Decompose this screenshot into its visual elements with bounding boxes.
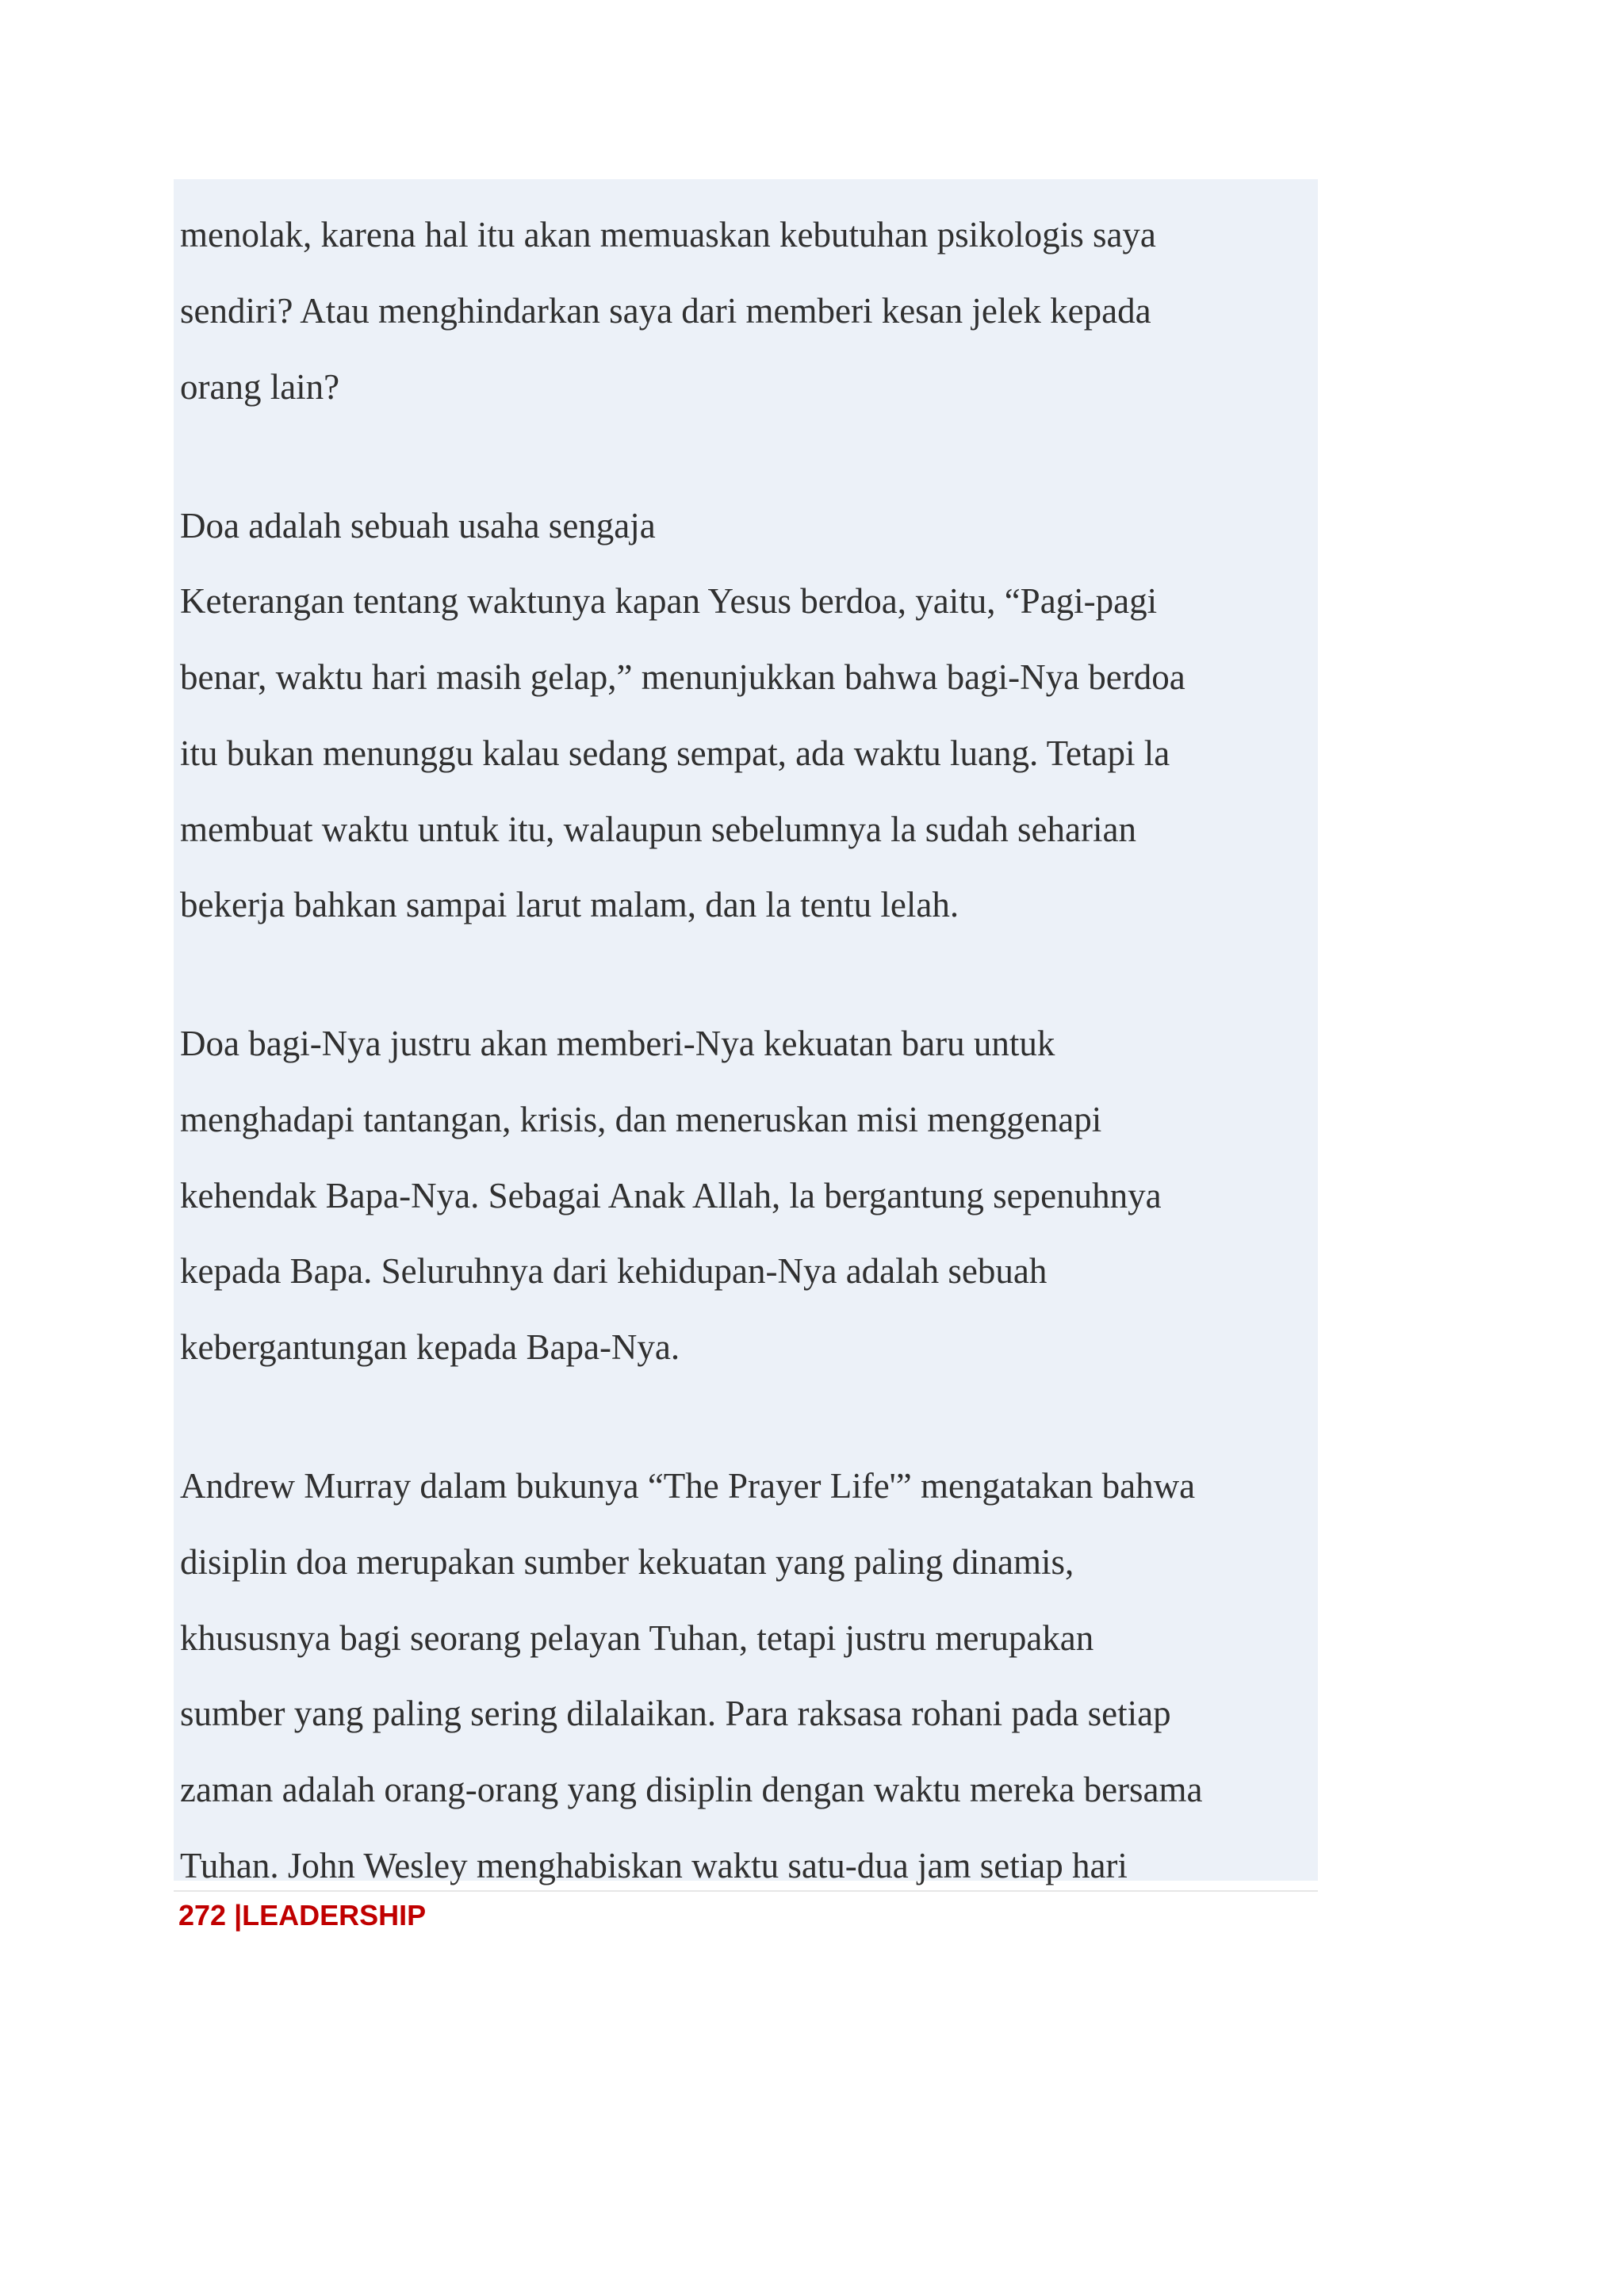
- text-line: benar, waktu hari masih gelap,” menunjukkan bahwa bagi-Nya berdoa: [180, 657, 1185, 697]
- text-line: Keterangan tentang waktunya kapan Yesus berdoa, yaitu, “Pagi-pagi: [180, 581, 1158, 621]
- text-line: zaman adalah orang-orang yang disiplin dengan waktu mereka bersama: [180, 1770, 1203, 1809]
- text-line: membuat waktu untuk itu, walaupun sebelumnya la sudah seharian: [180, 810, 1136, 849]
- text-line: Andrew Murray dalam bukunya “The Prayer Life'” mengatakan bahwa: [180, 1466, 1196, 1506]
- text-line: kehendak Bapa-Nya. Sebagai Anak Allah, la bergantung sepenuhnya: [180, 1176, 1162, 1215]
- footer-divider: [174, 1890, 1318, 1892]
- text-line: Doa bagi-Nya justru akan memberi-Nya kekuatan baru untuk: [180, 1024, 1055, 1063]
- page-footer: 272 |LEADERSHIP: [178, 1899, 427, 1931]
- text-line: sumber yang paling sering dilalaikan. Para raksasa rohani pada setiap: [180, 1694, 1171, 1733]
- text-line: orang lain?: [180, 367, 340, 407]
- text-line: menolak, karena hal itu akan memuaskan kebutuhan psikologis saya: [180, 215, 1156, 255]
- text-line: disiplin doa merupakan sumber kekuatan yang paling dinamis,: [180, 1542, 1074, 1582]
- text-line: itu bukan menunggu kalau sedang sempat, ada waktu luang. Tetapi la: [180, 733, 1170, 773]
- text-line: menghadapi tantangan, krisis, dan meneruskan misi menggenapi: [180, 1100, 1102, 1139]
- text-line: khususnya bagi seorang pelayan Tuhan, tetapi justru merupakan: [180, 1618, 1094, 1658]
- text-line: kepada Bapa. Seluruhnya dari kehidupan-Nya adalah sebuah: [180, 1251, 1048, 1291]
- body-text-block: [174, 179, 1318, 1885]
- text-line: kebergantungan kepada Bapa-Nya.: [180, 1327, 680, 1367]
- text-line: bekerja bahkan sampai larut malam, dan la tentu lelah.: [180, 885, 959, 924]
- text-line: sendiri? Atau menghindarkan saya dari memberi kesan jelek kepada: [180, 291, 1151, 331]
- section-heading: Doa adalah sebuah usaha sengaja: [180, 506, 656, 545]
- text-line: Tuhan. John Wesley menghabiskan waktu satu-dua jam setiap hari: [180, 1846, 1128, 1885]
